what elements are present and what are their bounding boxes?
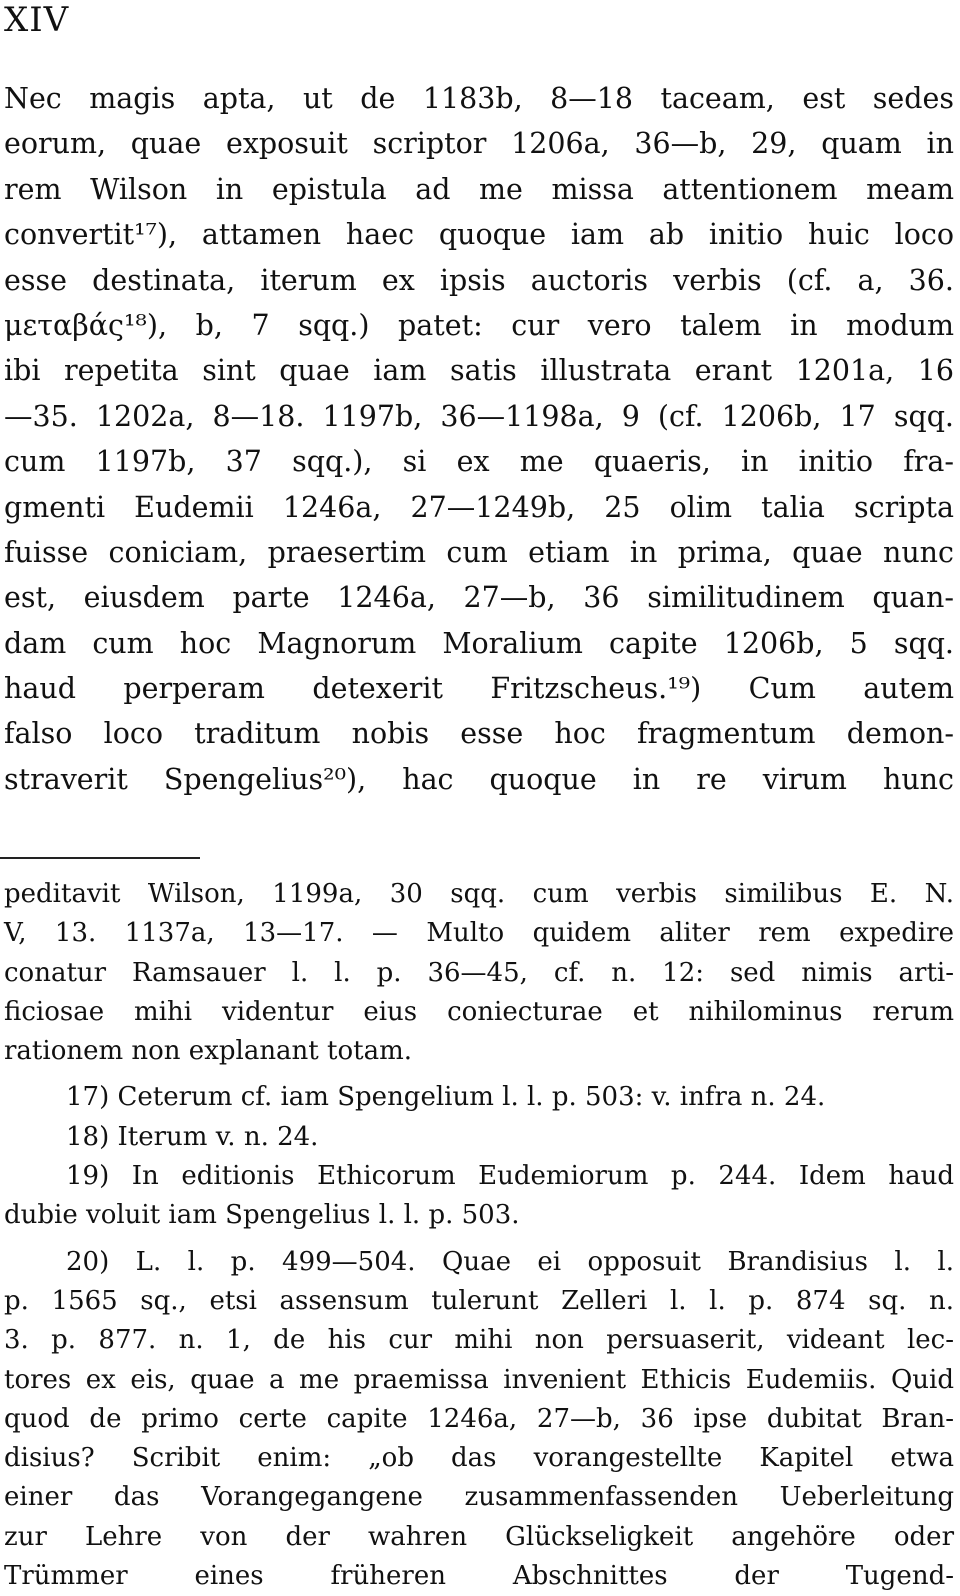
- footnote-line: p. 1565 sq., etsi assensum tulerunt Zelleri l. l. p. 874 sq. n.: [4, 1285, 954, 1316]
- footnote-19: 19) In editionis Ethicorum Eudemiorum p. 244. Idem haud: [66, 1161, 954, 1192]
- footnote-20: 20) L. l. p. 499—504. Quae ei opposuit Brandisius l. l.: [66, 1246, 954, 1277]
- page-number: XIV: [4, 0, 70, 40]
- footnote-line: conatur Ramsauer l. l. p. 36—45, cf. n. 12: sed nimis arti-: [4, 957, 954, 988]
- text-line: rem Wilson in epistula ad me missa attentionem meam: [4, 172, 954, 206]
- text-line: straverit Spengelius²⁰), hac quoque in re virum hunc: [4, 762, 954, 796]
- text-line: dam cum hoc Magnorum Moralium capite 1206b, 5 sqq.: [4, 626, 954, 660]
- footnote-line: 3. p. 877. n. 1, de his cur mihi non persuaserit, videant lec-: [4, 1325, 954, 1356]
- footnote-line: Trümmer eines früheren Abschnittes der Tugend-: [4, 1561, 954, 1592]
- footnote-18: 18) Iterum v. n. 24.: [66, 1121, 319, 1152]
- text-line: convertit¹⁷), attamen haec quoque iam ab initio huic loco: [4, 218, 954, 252]
- footnote-separator: [0, 857, 200, 859]
- footnote-line: tores ex eis, quae a me praemissa invenient Ethicis Eudemiis. Quid: [4, 1364, 954, 1395]
- text-line: cum 1197b, 37 sqq.), si ex me quaeris, in initio fra-: [4, 445, 954, 479]
- footnote-17: 17) Ceterum cf. iam Spengelium l. l. p. 503: v. infra n. 24.: [66, 1082, 826, 1113]
- footnote-line: peditavit Wilson, 1199a, 30 sqq. cum verbis similibus E. N.: [4, 879, 954, 909]
- text-line: —35. 1202a, 8—18. 1197b, 36—1198a, 9 (cf. 1206b, 17 sqq.: [4, 399, 954, 433]
- text-line: est, eiusdem parte 1246a, 27—b, 36 similitudinem quan-: [4, 581, 954, 615]
- text-line: gmenti Eudemii 1246a, 27—1249b, 25 olim talia scripta: [4, 490, 954, 524]
- text-line: esse destinata, iterum ex ipsis auctoris verbis (cf. a, 36.: [4, 263, 954, 297]
- text-line: falso loco traditum nobis esse hoc fragmentum demon-: [4, 717, 954, 751]
- text-line: haud perperam detexerit Fritzscheus.¹⁹) Cum autem: [4, 672, 954, 706]
- footnote-line: zur Lehre von der wahren Glückseligkeit angehöre oder: [4, 1521, 954, 1552]
- footnote-line: rationem non explanant totam.: [4, 1036, 412, 1067]
- text-line: eorum, quae exposuit scriptor 1206a, 36—b, 29, quam in: [4, 127, 954, 161]
- footnote-line: disius? Scribit enim: „ob das vorangestellte Kapitel etwa: [4, 1443, 954, 1474]
- text-line: μεταβάς¹⁸), b, 7 sqq.) patet: cur vero talem in modum: [4, 308, 954, 342]
- footnote-line: V, 13. 1137a, 13—17. — Multo quidem aliter rem expedire: [4, 918, 954, 949]
- footnote-line: quod de primo certe capite 1246a, 27—b, 36 ipse dubitat Bran-: [4, 1403, 954, 1434]
- text-line: fuisse coniciam, praesertim cum etiam in prima, quae nunc: [4, 535, 954, 569]
- footnote-line: einer das Vorangegangene zusammenfassenden Ueberleitung: [4, 1482, 954, 1513]
- footnote-line: ficiosae mihi videntur eius coniecturae et nihilominus rerum: [4, 996, 954, 1027]
- text-line: ibi repetita sint quae iam satis illustrata erant 1201a, 16: [4, 354, 954, 388]
- text-line: Nec magis apta, ut de 1183b, 8—18 taceam, est sedes: [4, 82, 954, 115]
- footnotes: [4, 875, 954, 1596]
- main-text: [4, 76, 954, 802]
- footnote-line: dubie voluit iam Spengelius l. l. p. 503.: [4, 1200, 520, 1231]
